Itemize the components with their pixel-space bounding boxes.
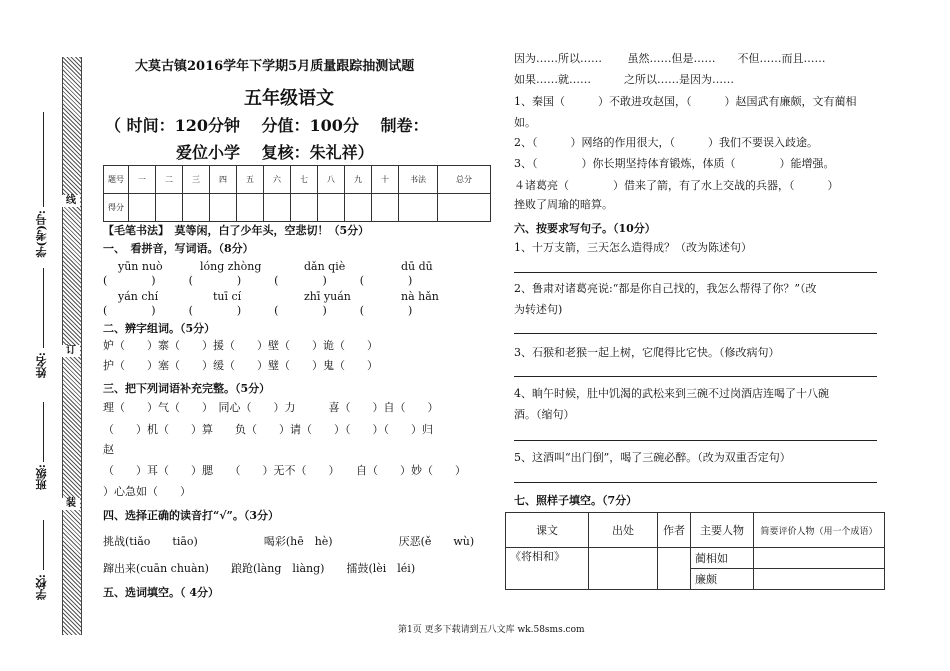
rewrite-question-3: 3、石猴和老猴一起上树，它爬得比它快。（修改病句） xyxy=(514,346,780,359)
rewrite-question-1: 1、十万支箭，三天怎么造得成？（改为陈述句） xyxy=(514,241,752,254)
exam-info-cont: 爱位小学 复核：朱礼祥） xyxy=(176,143,374,162)
score-head: 总分 xyxy=(438,166,491,194)
binding-mark-bottom: 装 xyxy=(62,498,80,510)
score-head: 十 xyxy=(372,166,399,194)
section-3-row-3: 赵 xyxy=(103,443,114,456)
evaluation-cell-1[interactable] xyxy=(754,548,885,569)
binding-mark-mid: 订 xyxy=(62,345,80,357)
brush-section: 【毛笔书法】 莫等闲，白了少年头，空悲切！（5分） xyxy=(103,224,370,237)
school-label: 学校: xyxy=(35,574,48,601)
section-2-row-2: 护（ ）塞（ ）缓（ ）璧（ ）鬼（ ） xyxy=(103,359,378,372)
pinyin-2: lóng zhòng xyxy=(200,260,262,273)
answer-line-3[interactable] xyxy=(514,376,877,377)
score-cell[interactable] xyxy=(345,194,372,222)
score-head: 书法 xyxy=(399,166,438,194)
col-text: 课文 xyxy=(506,513,589,548)
page-footer: 第1页 更多下载请到五八文库 wk.58sms.com xyxy=(398,625,585,635)
section-4-heading: 四、选择正确的读音打“√”。（3分） xyxy=(103,509,280,522)
subject-title: 五年级语文 xyxy=(244,88,334,109)
section-3-heading: 三、把下列词语补充完整。（5分） xyxy=(103,382,271,395)
word-choices-1: 因为……所以…… 虽然……但是…… 不但……而且…… xyxy=(514,52,826,65)
section-3-row-2: （ ）机（ ）算 负（ ）请（ ）（ ）（ ）归 xyxy=(103,423,433,436)
score-head: 九 xyxy=(345,166,372,194)
score-row-label: 得分 xyxy=(104,194,129,222)
score-head: 二 xyxy=(156,166,183,194)
col-author: 作者 xyxy=(658,513,691,548)
rewrite-question-5: 5、这酒叫“出门倒”，喝了三碗必醉。（改为双重否定句） xyxy=(514,451,791,464)
fill-table xyxy=(505,512,885,590)
answer-line-4[interactable] xyxy=(514,440,877,441)
score-table xyxy=(103,165,491,222)
score-cell[interactable] xyxy=(183,194,210,222)
score-head: 六 xyxy=(264,166,291,194)
score-cell[interactable] xyxy=(264,194,291,222)
pinyin-6: tuī cí xyxy=(213,290,242,303)
class-label: 班级: xyxy=(35,464,48,491)
binding-mark-top: 线 xyxy=(62,195,80,207)
answer-line-2[interactable] xyxy=(514,333,877,334)
col-source: 出处 xyxy=(589,513,658,548)
source-cell[interactable] xyxy=(589,548,658,590)
rewrite-question-2: 2、鲁肃对诸葛亮说:“都是你自己找的，我怎么帮得了你？”（改 xyxy=(514,282,817,295)
fill-question-1-cont: 如。 xyxy=(514,116,536,129)
author-cell[interactable] xyxy=(658,548,691,590)
fill-question-4-cont: 挫败了周瑜的暗算。 xyxy=(514,198,613,211)
col-characters: 主要人物 xyxy=(691,513,754,548)
score-head: 七 xyxy=(291,166,318,194)
answer-line-5[interactable] xyxy=(514,482,877,483)
text-title: 《将相和》 xyxy=(506,548,589,590)
rewrite-question-4: 4、晌午时候，肚中饥渴的武松来到三碗不过岗酒店连喝了十八碗 xyxy=(514,387,829,400)
score-head: 八 xyxy=(318,166,345,194)
score-cell[interactable] xyxy=(129,194,156,222)
rewrite-question-4-cont: 酒。（缩句） xyxy=(514,408,575,421)
score-head: 三 xyxy=(183,166,210,194)
section-4-row-2: 蹿出来(cuān chuàn) 踉跄(làng liàng) 擂鼓(lèi léi) xyxy=(103,562,416,575)
score-head: 四 xyxy=(210,166,237,194)
section-2-heading: 二、辨字组词。（5分） xyxy=(103,322,216,335)
fill-question-3: 3、（ ）你长期坚持体育锻炼，体质（ ）能增强。 xyxy=(514,157,835,170)
answer-line-1[interactable] xyxy=(514,272,877,273)
score-cell[interactable] xyxy=(318,194,345,222)
word-choices-2: 如果……就…… 之所以……是因为…… xyxy=(514,73,734,86)
fill-question-2: 2、（ ）网络的作用很大，（ ）我们不要误入歧途。 xyxy=(514,136,818,149)
name-line xyxy=(43,268,44,348)
exam-title: 大莫古镇2016学年下学期5月质量跟踪抽测试题 xyxy=(135,59,415,74)
number-line xyxy=(43,112,44,207)
exam-info: （ 时间：120分钟 分值：100分 制卷： xyxy=(105,116,429,135)
school-line xyxy=(43,520,44,570)
section-3-row-1: 理（ ）气（ ） 同心（ ）力 喜（ ）自（ ） xyxy=(103,401,439,414)
score-head: 一 xyxy=(129,166,156,194)
fill-question-4: ４诸葛亮（ ）借来了箭，有了水上交战的兵器，（ ） xyxy=(514,179,839,192)
answer-parens: ( ) ( ) ( ) ( ) xyxy=(103,304,413,317)
person-2: 廉颇 xyxy=(691,569,754,590)
pinyin-4: dū dū xyxy=(401,260,433,273)
pinyin-7: zhī yuán xyxy=(304,290,351,303)
score-head: 五 xyxy=(237,166,264,194)
number-label: 学(考)号: xyxy=(35,210,48,258)
section-3-row-4: （ ）耳（ ）腮 （ ）无不（ ） 自（ ）妙（ ） xyxy=(103,464,466,477)
section-7-heading: 七、照样子填空。（7分） xyxy=(514,494,638,507)
pinyin-3: dǎn qiè xyxy=(304,260,346,273)
score-cell[interactable] xyxy=(291,194,318,222)
rewrite-question-2-cont: 为转述句) xyxy=(514,303,563,316)
section-4-row-1: 挑战(tiǎo tiāo) 喝彩(hē hè) 厌恶(ě wù) xyxy=(103,535,475,548)
score-head: 题号 xyxy=(104,166,129,194)
score-cell[interactable] xyxy=(237,194,264,222)
score-cell[interactable] xyxy=(372,194,399,222)
fill-question-1: 1、秦国（ ）不敢进攻赵国，（ ）赵国武有廉颇，文有蔺相 xyxy=(514,95,857,108)
section-2-row-1: 妒（ ）寨（ ）援（ ）壁（ ）诡（ ） xyxy=(103,339,378,352)
score-cell[interactable] xyxy=(210,194,237,222)
person-1: 蔺相如 xyxy=(691,548,754,569)
answer-parens: ( ) ( ) ( ) ( ) xyxy=(103,274,413,287)
score-cell[interactable] xyxy=(399,194,438,222)
evaluation-cell-2[interactable] xyxy=(754,569,885,590)
section-5-heading: 五、选词填空。（ 4分） xyxy=(103,586,219,599)
pinyin-1: yūn nuò xyxy=(118,260,163,273)
score-cell[interactable] xyxy=(438,194,491,222)
class-line xyxy=(43,402,44,462)
section-3-row-5: ）心急如（ ） xyxy=(103,485,191,498)
col-evaluation: 简要评价人物（用一个成语） xyxy=(754,513,885,548)
section-6-heading: 六、按要求写句子。（10分） xyxy=(514,222,656,235)
name-label: 姓名: xyxy=(35,352,48,379)
section-1-heading: 一、 看拼音，写词语。（8分） xyxy=(103,242,254,255)
score-cell[interactable] xyxy=(156,194,183,222)
pinyin-5: yán chí xyxy=(118,290,159,303)
pinyin-8: nà hǎn xyxy=(401,290,439,303)
